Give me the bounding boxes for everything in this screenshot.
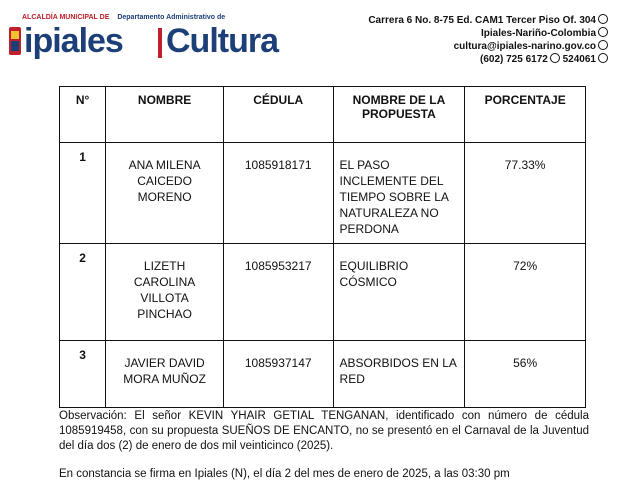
row-percentage: 77.33% [465,143,586,244]
header-name: NOMBRE [106,87,224,143]
row-no: 3 [60,341,106,408]
row-name: JAVIER DAVID MORA MUÑOZ [106,341,224,408]
email-icon [598,40,608,50]
logo-word-ipiales: ipiales [24,22,123,60]
globe-icon [598,27,608,37]
header-no: N° [60,87,106,143]
table-row [60,143,586,244]
closing-statement: En constancia se firma en Ipiales (N), el día 2 del mes de enero de 2025, a las 03:30 pm [59,468,510,480]
row-cedula: 1085937147 [223,341,333,408]
row-no: 1 [60,143,106,244]
municipality-label: ALCALDÍA MUNICIPAL DE [22,14,110,21]
row-proposal: EQUILIBRIO CÓSMICO [333,244,465,341]
row-cedula: 1085918171 [223,143,333,244]
address-text: Carrera 6 No. 8-75 Ed. CAM1 Tercer Piso Of. 304 [368,15,596,26]
department-label: Departamento Administrativo de [117,14,226,21]
location-icon [598,14,608,24]
city-text: Ipiales-Nariño-Colombia [480,28,596,39]
row-cedula: 1085953217 [223,244,333,341]
logo-word-cultura: Cultura [166,22,278,60]
institution-logo [8,14,308,62]
table-header-row [60,87,586,143]
city-row [368,27,608,40]
crest-icon [8,25,22,57]
row-proposal: ABSORBIDOS EN LA RED [333,341,465,408]
row-name: LIZETH CAROLINA VILLOTA PINCHAO [106,244,224,341]
row-percentage: 56% [465,341,586,408]
whatsapp-icon [598,53,608,63]
table-row [60,341,586,408]
header-cedula: CÉDULA [223,87,333,143]
table-row [60,244,586,341]
email-text[interactable]: cultura@ipiales-narino.gov.co [453,41,596,52]
phone-ext-text: 524061 [562,54,596,65]
header-percentage: PORCENTAJE [465,87,586,143]
email-row [368,40,608,53]
letterhead [0,0,622,76]
phone-row [368,53,608,66]
row-proposal: EL PASO INCLEMENTE DEL TIEMPO SOBRE LA NATURALEZA NO PERDONA [333,143,465,244]
row-no: 2 [60,244,106,341]
row-name: ANA MILENA CAICEDO MORENO [106,143,224,244]
row-percentage: 72% [465,244,586,341]
results-table [59,86,586,408]
contact-info [368,14,608,66]
phone-text: (602) 725 6172 [480,54,548,65]
phone-icon [550,53,560,63]
header-proposal: NOMBRE DE LA PROPUESTA [333,87,465,143]
address-row [368,14,608,27]
logo-divider [158,28,162,58]
observation-paragraph: Observación: El señor KEVIN YHAIR GETIAL TENGANAN, identificado con número de cédula 1085919458, con su propuesta SUEÑOS DE ENCANTO, no se presentó en el Carnaval de la Juventud del día dos (2) de enero de dos mil veinticinco (2025). [59,410,589,452]
